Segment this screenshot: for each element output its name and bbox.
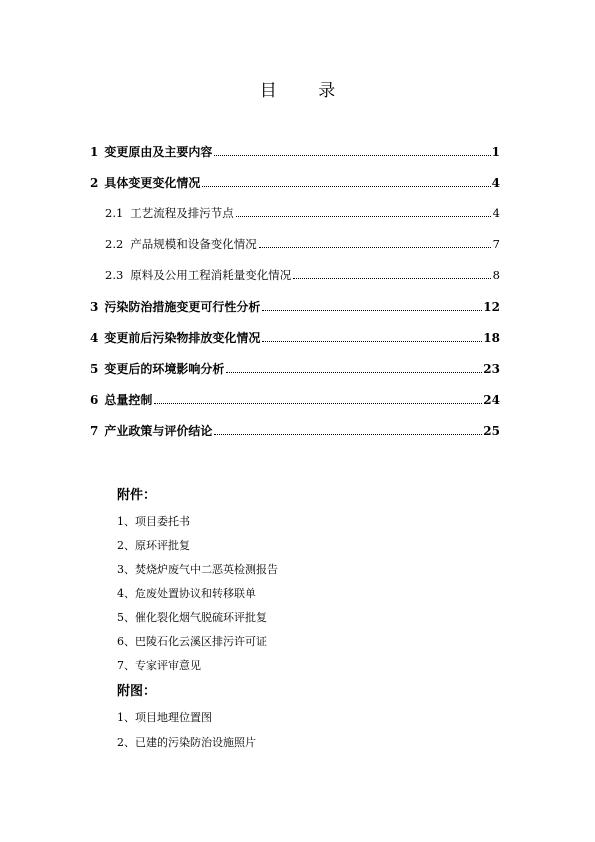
attachment-item: 1、项目委托书 [117, 515, 190, 528]
attachment-item: 2、原环评批复 [117, 539, 190, 552]
toc-entry[interactable] [90, 143, 500, 163]
toc-entry-number: 2.1 [105, 206, 124, 220]
figure-item: 2、已建的污染防治设施照片 [117, 736, 256, 749]
toc-entry[interactable] [90, 422, 500, 442]
toc-entry-title: 产业政策与评价结论 [104, 424, 213, 438]
toc-entry-title: 变更原由及主要内容 [104, 145, 213, 159]
toc-entry-page: 18 [483, 331, 500, 345]
toc-entry[interactable] [90, 298, 500, 318]
toc-entry-number: 3 [90, 300, 99, 314]
toc-entry-page: 12 [483, 300, 500, 314]
toc-entry-page: 7 [492, 237, 500, 251]
toc-entry-title: 污染防治措施变更可行性分析 [104, 300, 261, 314]
toc-leader-dots [226, 372, 482, 373]
toc-entry[interactable] [105, 205, 500, 225]
toc-entry-number: 2.2 [105, 237, 124, 251]
toc-entry-page: 4 [491, 176, 500, 190]
toc-entry-page: 24 [483, 393, 500, 407]
toc-leader-dots [259, 247, 491, 248]
toc-leader-dots [154, 403, 482, 404]
toc-entry-page: 25 [483, 424, 500, 438]
figures-heading: 附图： [117, 684, 157, 699]
toc-entry-title: 变更后的环境影响分析 [104, 362, 225, 376]
toc-leader-dots [262, 310, 482, 311]
page-title: 目 录 [259, 81, 354, 101]
toc-entry-title: 产品规模和设备变化情况 [130, 237, 257, 251]
toc-entry[interactable] [105, 236, 500, 256]
toc-entry-number: 4 [90, 331, 99, 345]
attachment-item: 4、危废处置协议和转移联单 [117, 587, 256, 600]
toc-entry[interactable] [90, 329, 500, 349]
attachment-item: 3、焚烧炉废气中二恶英检测报告 [117, 563, 278, 576]
toc-entry-number: 1 [90, 145, 99, 159]
toc-entry-number: 7 [90, 424, 99, 438]
toc-leader-dots [214, 155, 490, 156]
toc-entry[interactable] [90, 174, 500, 194]
toc-entry-title: 工艺流程及排污节点 [130, 206, 234, 220]
toc-entry-page: 1 [491, 145, 500, 159]
toc-leader-dots [214, 434, 482, 435]
toc-entry-number: 2 [90, 176, 99, 190]
toc-entry-title: 原料及公用工程消耗量变化情况 [130, 268, 292, 282]
toc-entry-page: 4 [492, 206, 500, 220]
attachment-item: 7、专家评审意见 [117, 659, 201, 672]
toc-leader-dots [236, 216, 491, 217]
toc-entry[interactable] [105, 267, 500, 287]
toc-entry-number: 6 [90, 393, 99, 407]
toc-entry[interactable] [90, 391, 500, 411]
toc-entry[interactable] [90, 360, 500, 380]
toc-entry-page: 23 [483, 362, 500, 376]
attachment-item: 6、巴陵石化云溪区排污许可证 [117, 635, 267, 648]
toc-leader-dots [262, 341, 482, 342]
attachment-item: 5、催化裂化烟气脱硫环评批复 [117, 611, 267, 624]
toc-entry-number: 5 [90, 362, 99, 376]
toc-entry-title: 变更前后污染物排放变化情况 [104, 331, 261, 345]
toc-leader-dots [293, 278, 491, 279]
figure-item: 1、项目地理位置图 [117, 711, 212, 724]
toc-entry-title: 具体变更变化情况 [104, 176, 201, 190]
toc-entry-title: 总量控制 [104, 393, 153, 407]
attachments-heading: 附件： [117, 488, 157, 503]
toc-leader-dots [202, 186, 490, 187]
toc-entry-number: 2.3 [105, 268, 124, 282]
toc-entry-page: 8 [492, 268, 500, 282]
